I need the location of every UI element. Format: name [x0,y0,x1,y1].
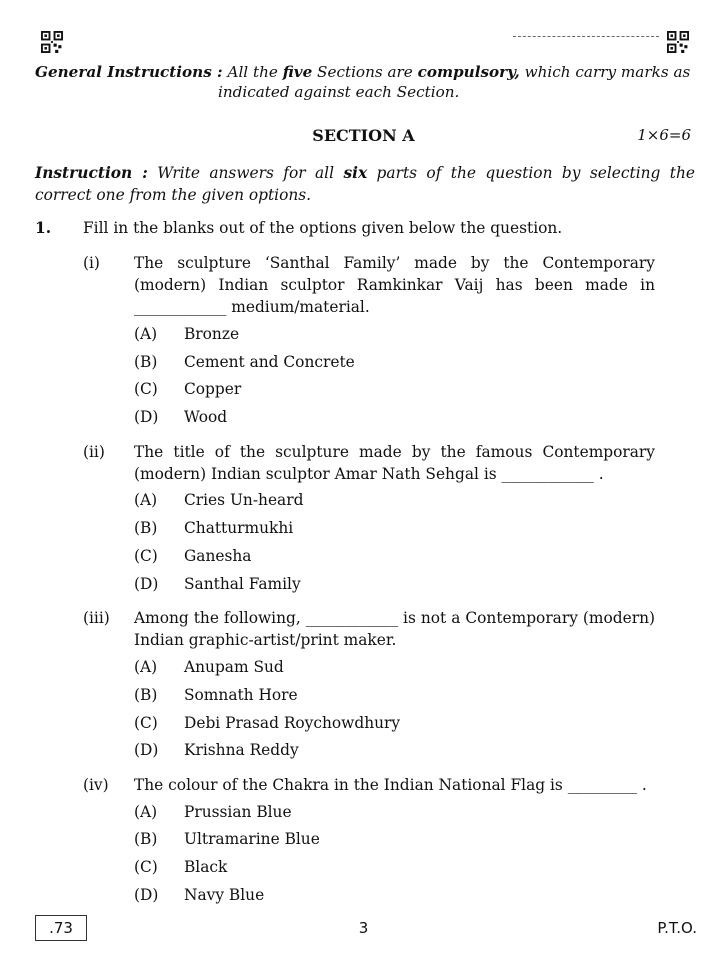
instruction-six: six [343,164,368,182]
subquestion-text: The sculpture ‘Santhal Family’ made by the Contemporary (modern) Indian sculptor Ramkinkar Vaij has been made in ____________ medium/material. [134,254,655,316]
option-label: (A) [134,658,158,676]
option-text: Bronze [184,325,240,343]
general-instructions-text: All the [222,63,283,81]
option-label: (A) [134,803,158,821]
option-label: (D) [134,741,159,759]
general-instructions-text: which carry marks as [519,63,691,81]
option-label: (D) [134,886,159,904]
paper-code: .73 [35,915,87,941]
option-label: (B) [134,519,158,537]
option-label: (B) [134,686,158,704]
option-label: (C) [134,547,158,565]
option-text: Chatturmukhi [184,519,294,537]
pto-label: P.T.O. [657,919,697,937]
option-label: (B) [134,353,158,371]
option-label: (C) [134,858,158,876]
subquestion-text: The title of the sculpture made by the famous Contemporary (modern) Indian sculptor Amar Nath Sehgal is ____________ . [134,443,655,483]
general-instructions-compulsory: compulsory, [417,63,520,81]
subquestion-text: The colour of the Chakra in the Indian National Flag is _________ . [134,776,647,794]
option-text: Anupam Sud [184,658,284,676]
option-text: Prussian Blue [184,803,292,821]
option-text: Wood [184,408,228,426]
qr-code-icon-right [667,31,689,53]
option-label: (C) [134,714,158,732]
subquestion-number: (i) [83,254,100,272]
dotted-line [513,36,659,37]
general-instructions-five: five [282,63,313,81]
subquestion-i [83,252,655,318]
section-marks: 1×6=6 [637,126,691,144]
subquestion-number: (iv) [83,776,109,794]
subquestion-text: Among the following, ____________ is not a Contemporary (modern) Indian graphic-artist/print maker. [134,609,655,649]
option-text: Ultramarine Blue [184,830,320,848]
general-instructions-line2: indicated against each Section. [218,83,460,101]
option-text: Debi Prasad Roychowdhury [184,714,401,732]
section-title: SECTION A [312,126,415,145]
option-label: (D) [134,408,159,426]
subquestion-ii [83,441,655,485]
subquestion-number: (ii) [83,443,105,461]
option-label: (D) [134,575,159,593]
general-instructions-text: Sections are [312,63,418,81]
general-instructions [35,62,695,102]
instruction [35,162,695,206]
question-number: 1. [35,219,52,237]
instruction-lead: Instruction : [35,164,148,182]
option-text: Cries Un-heard [184,491,304,509]
subquestion-number: (iii) [83,609,110,627]
option-text: Black [184,858,228,876]
option-label: (A) [134,491,158,509]
option-text: Krishna Reddy [184,741,299,759]
instruction-text: parts of the question by selecting the correct one from the given options. [35,164,696,204]
subquestion-iv [83,774,655,796]
page-number: 3 [358,919,369,937]
option-text: Navy Blue [184,886,265,904]
option-text: Santhal Family [184,575,301,593]
qr-code-icon-left [41,31,63,53]
option-label: (C) [134,380,158,398]
option-text: Ganesha [184,547,252,565]
instruction-text: Write answers for all [147,164,344,182]
question-text: Fill in the blanks out of the options given below the question. [83,219,563,237]
option-text: Cement and Concrete [184,353,355,371]
option-label: (B) [134,830,158,848]
option-label: (A) [134,325,158,343]
subquestion-iii [83,607,655,651]
option-text: Copper [184,380,242,398]
general-instructions-lead: General Instructions : [35,63,223,81]
option-text: Somnath Hore [184,686,298,704]
